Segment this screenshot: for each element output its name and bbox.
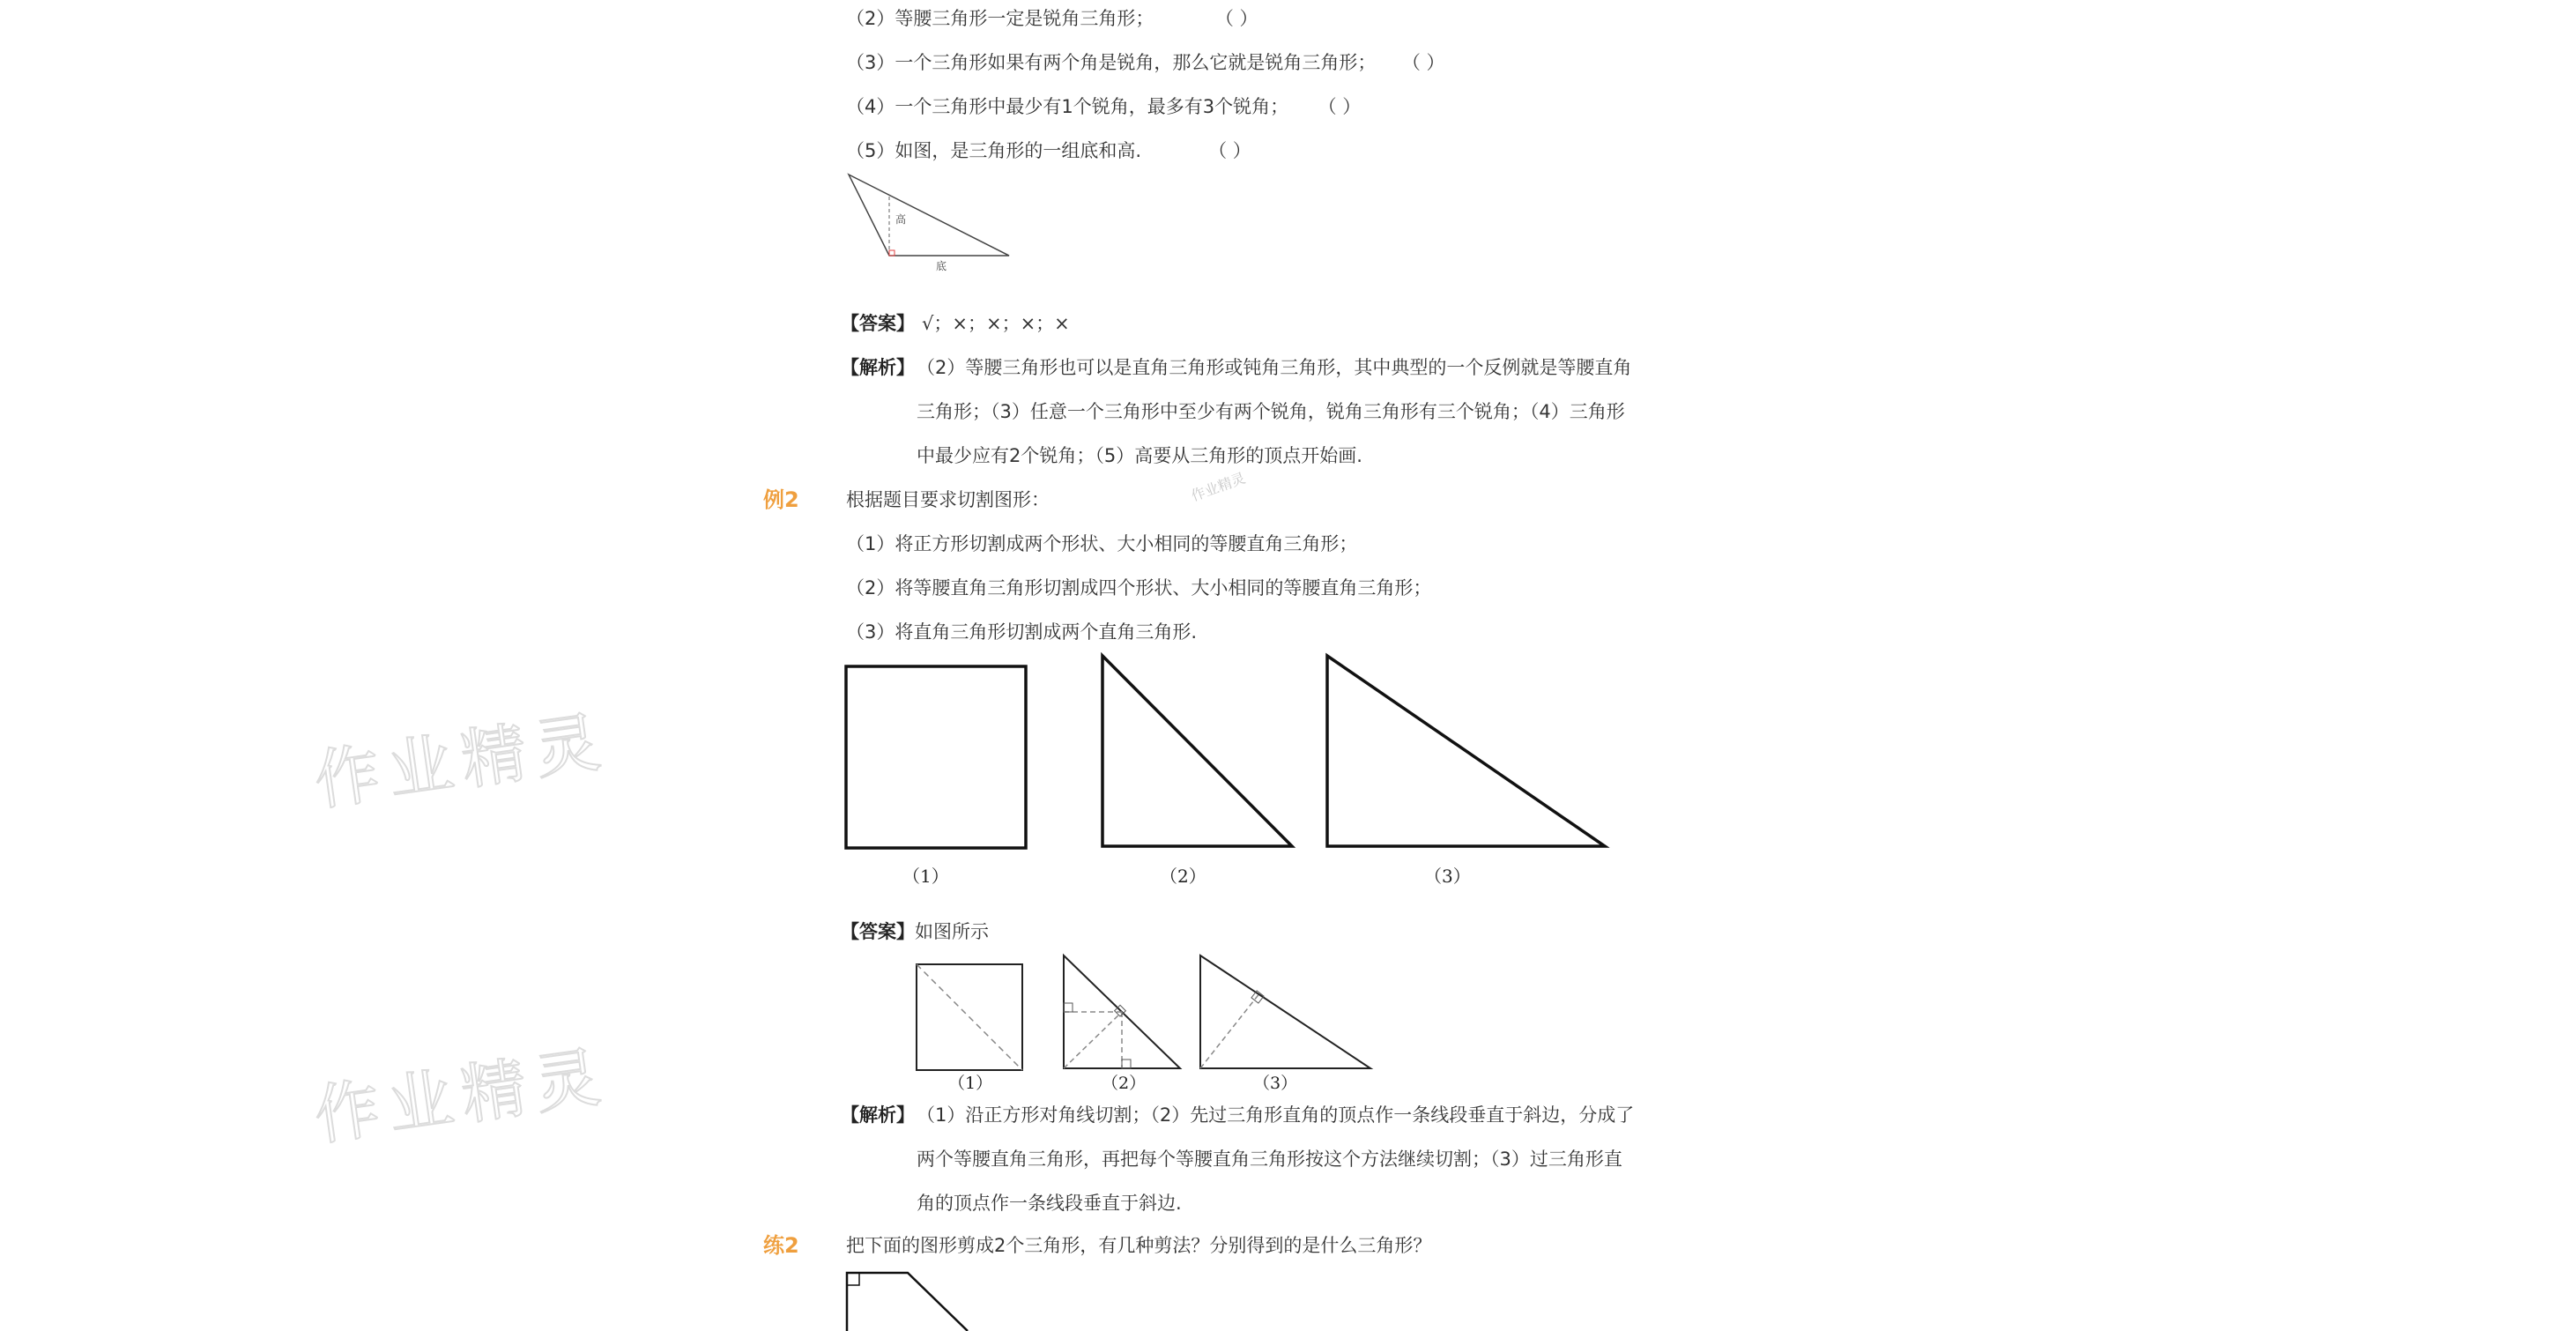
square-figure <box>844 663 1038 857</box>
square-cut-figure <box>915 963 1029 1077</box>
watermark: 作业精灵 <box>309 703 614 820</box>
right-triangle-figure <box>1325 652 1624 855</box>
trapezoid-figure <box>844 1269 985 1331</box>
figure-caption: （2） <box>1160 866 1206 887</box>
analysis-line: （2）等腰三角形也可以是直角三角形或钝角三角形，其中典型的一个反例就是等腰直角 <box>917 357 1632 378</box>
height-label: 高 <box>895 213 907 226</box>
answer-line: 【答案】如图所示 <box>841 921 989 942</box>
answer-figure-caption: （3） <box>1253 1074 1298 1093</box>
base-label: 底 <box>936 260 947 272</box>
analysis-tag: 【解析】 <box>841 357 915 378</box>
answer-line: 【答案】 √；×；×；×；× <box>841 313 1070 334</box>
answer-figure-caption: （1） <box>948 1074 993 1093</box>
example-label: 例2 <box>763 487 799 512</box>
analysis-line: 两个等腰直角三角形，再把每个等腰直角三角形按这个方法继续切割；（3）过三角形直 <box>917 1149 1622 1170</box>
answer-figure-caption: （2） <box>1102 1074 1147 1093</box>
example-prompt: 根据题目要求切割图形： <box>846 489 1050 510</box>
analysis-line: 角的顶点作一条线段垂直于斜边. <box>917 1193 1182 1214</box>
question-item: （2）将等腰直角三角形切割成四个形状、大小相同的等腰直角三角形； <box>846 577 1432 599</box>
right-triangle-cut-figure <box>1199 952 1384 1075</box>
watermark: 作业精灵 <box>309 1037 614 1155</box>
figure-caption: （1） <box>902 866 949 887</box>
analysis-tag: 【解析】 <box>841 1104 915 1126</box>
question-item: （2）等腰三角形一定是锐角三角形； （ ） <box>846 8 1258 29</box>
figure-caption: （3） <box>1424 866 1471 887</box>
watermark-stamp: 作业精灵 <box>1189 469 1248 505</box>
question-item: （3）一个三角形如果有两个角是锐角，那么它就是锐角三角形； （ ） <box>846 52 1445 73</box>
question-item: （1）将正方形切割成两个形状、大小相同的等腰直角三角形； <box>846 533 1358 554</box>
analysis-line: （1）沿正方形对角线切割；（2）先过三角形直角的顶点作一条线段垂直于斜边，分成了 <box>917 1104 1635 1126</box>
isosceles-cut-figure <box>1062 952 1194 1075</box>
question-item: （5）如图，是三角形的一组底和高. （ ） <box>846 140 1251 161</box>
question-item: （3）将直角三角形切割成两个直角三角形. <box>846 621 1198 643</box>
practice-prompt: 把下面的图形剪成2个三角形，有几种剪法？分别得到的是什么三角形？ <box>846 1235 1432 1256</box>
practice-label: 练2 <box>763 1233 799 1258</box>
analysis-line: 三角形；（3）任意一个三角形中至少有两个锐角，锐角三角形有三个锐角；（4）三角形 <box>917 401 1625 422</box>
question-item: （4）一个三角形中最少有1个锐角，最多有3个锐角； （ ） <box>846 96 1362 117</box>
analysis-line: 中最少应有2个锐角；（5）高要从三角形的顶点开始画. <box>917 445 1362 466</box>
isosceles-right-triangle-figure <box>1100 652 1311 855</box>
